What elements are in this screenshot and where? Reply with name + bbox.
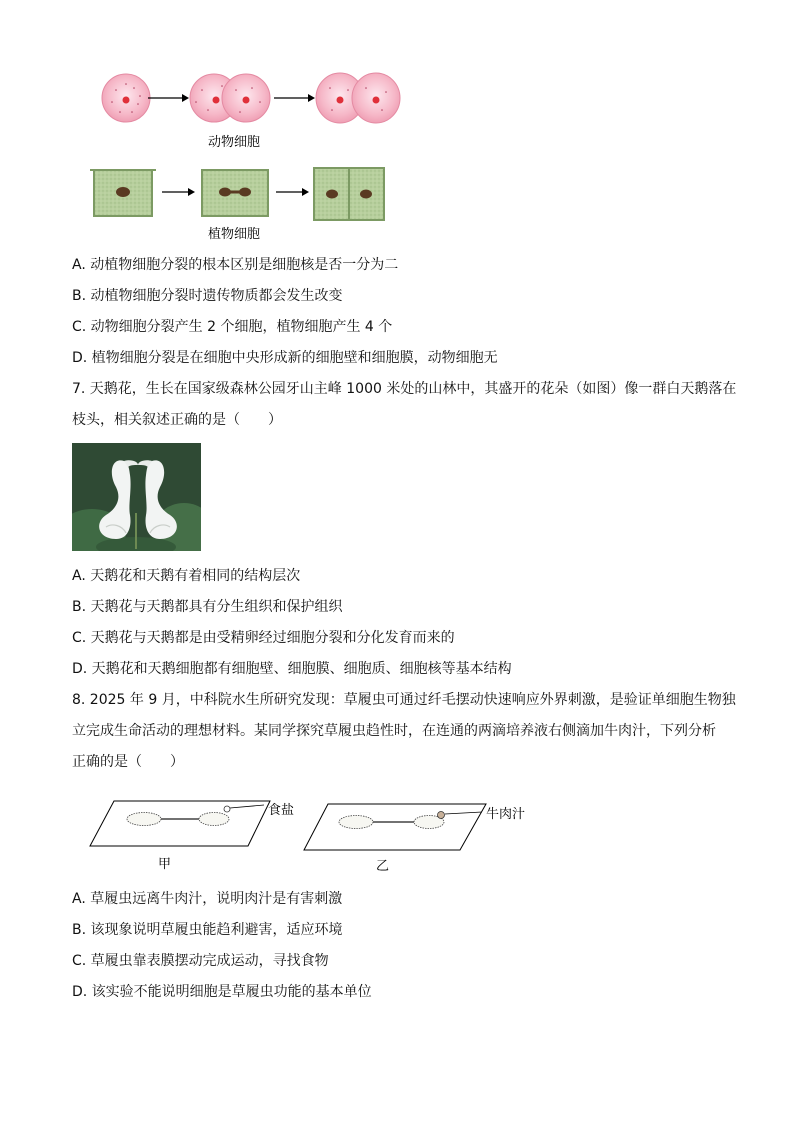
slide-yi (304, 804, 486, 850)
cell-division-figure (90, 66, 410, 246)
animal-cell-1 (102, 74, 150, 122)
q6-option-d: D. 植物细胞分裂是在细胞中央形成新的细胞壁和细胞膜，动物细胞无 (72, 350, 498, 366)
q7-option-d: D. 天鹅花和天鹅细胞都有细胞壁、细胞膜、细胞质、细胞核等基本结构 (72, 661, 512, 677)
swan-flower-photo (72, 443, 201, 551)
q7-option-a: A. 天鹅花和天鹅有着相同的结构层次 (72, 568, 301, 584)
paramecium-slides-figure (84, 796, 544, 876)
label-salt: 食盐 (268, 803, 295, 818)
q8-option-a: A. 草履虫远离牛肉汁，说明肉汁是有害刺激 (72, 891, 343, 907)
q7-option-c: C. 天鹅花与天鹅都是由受精卵经过细胞分裂和分化发育而来的 (72, 630, 455, 646)
q8-stem-line1: 8. 2025 年 9 月，中科院水生所研究发现：草履虫可通过纤毛摆动快速响应外界刺激，是验证单细胞生物独 (72, 692, 736, 708)
animal-daughter-cells (316, 73, 400, 123)
q6-option-c: C. 动物细胞分裂产生 2 个细胞，植物细胞产生 4 个 (72, 319, 393, 335)
plant-daughter-cells (314, 168, 384, 220)
q8-option-c: C. 草履虫靠表膜摆动完成运动，寻找食物 (72, 953, 329, 969)
animal-cell-caption: 动物细胞 (207, 135, 261, 150)
q7-stem-line1: 7. 天鹅花，生长在国家级森林公园牙山主峰 1000 米处的山林中，其盛开的花朵（如图）像一群白天鹅落在 (72, 381, 737, 397)
q8-stem-line2: 立完成生命活动的理想材料。某同学探究草履虫趋性时，在连通的两滴培养液右侧滴加牛肉汁，下列分析 (72, 723, 716, 739)
q8-option-b: B. 该现象说明草履虫能趋利避害，适应环境 (72, 922, 343, 938)
slide-jia (90, 801, 270, 846)
plant-cell-dividing (202, 170, 268, 216)
label-jia: 甲 (158, 857, 172, 872)
q6-option-b: B. 动植物细胞分裂时遗传物质都会发生改变 (72, 288, 343, 304)
plant-cell-1 (90, 170, 156, 216)
animal-cell-dividing (190, 74, 270, 122)
q8-stem-line3: 正确的是（ ） (72, 754, 184, 770)
label-beef: 牛肉汁 (486, 807, 526, 822)
q6-option-a: A. 动植物细胞分裂的根本区别是细胞核是否一分为二 (72, 257, 399, 273)
plant-cell-caption: 植物细胞 (207, 227, 261, 242)
q7-option-b: B. 天鹅花与天鹅都具有分生组织和保护组织 (72, 599, 343, 615)
q8-option-d: D. 该实验不能说明细胞是草履虫功能的基本单位 (72, 984, 372, 1000)
label-yi: 乙 (376, 859, 390, 874)
q7-stem-line2: 枝头，相关叙述正确的是（ ） (72, 412, 282, 428)
